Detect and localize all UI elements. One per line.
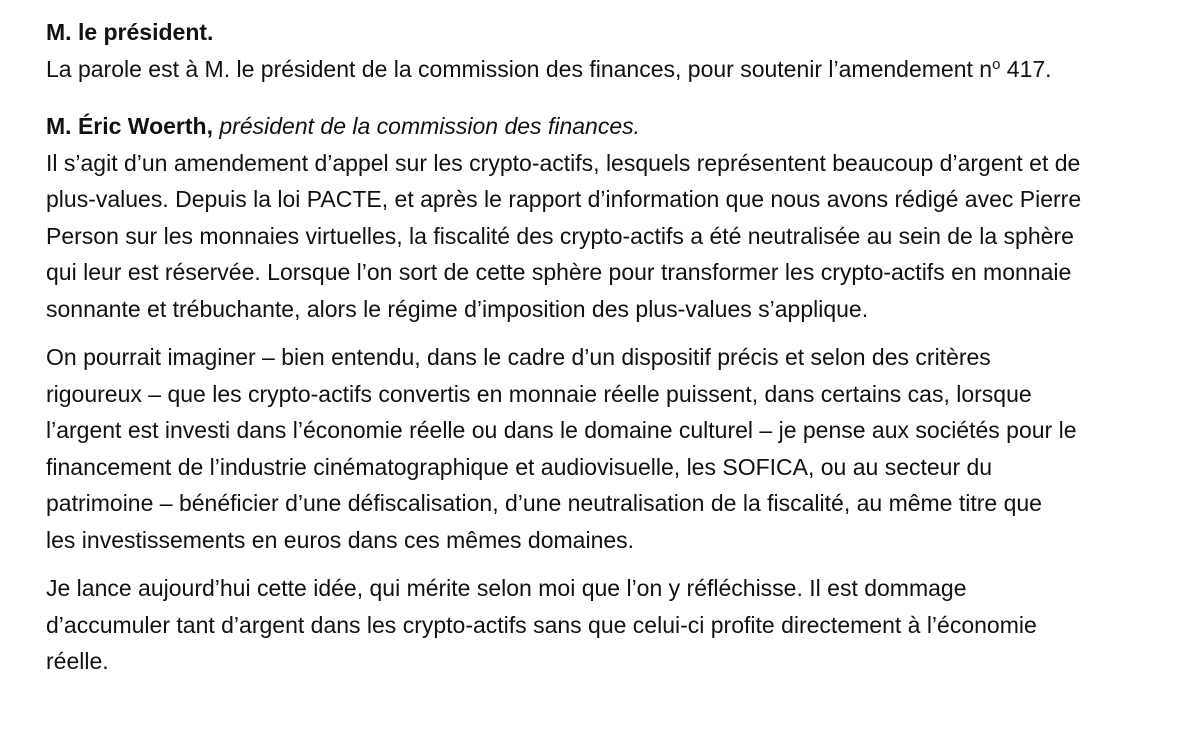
paragraph-1 [46, 145, 1161, 328]
intervention-eric-woerth [46, 108, 1200, 680]
paragraph-line: financement de l’industrie cinématographique et audiovisuelle, les SOFICA, ou au secteur du [46, 453, 993, 480]
paragraph-line: les investissements en euros dans ces mêmes domaines. [46, 526, 635, 553]
speaker-name: M. le président. [46, 19, 214, 45]
paragraph-3 [46, 570, 1161, 680]
speaker-heading [46, 14, 1200, 51]
text-before: La parole est à M. le président de la commission des finances, pour soutenir l’amendement n [46, 56, 993, 82]
paragraph-line: On pourrait imaginer – bien entendu, dans le cadre d’un dispositif précis et selon des critères [46, 344, 991, 370]
intervention-president [46, 14, 1200, 88]
speaker-heading [46, 108, 1200, 145]
paragraph-line: Il s’agit d’un amendement d’appel sur les crypto-actifs, lesquels représentent beaucoup d’argent et de [46, 149, 1081, 176]
paragraph-line [46, 51, 1161, 88]
speaker-name: M. Éric Woerth, [46, 112, 213, 139]
superscript-o: o [992, 56, 1001, 73]
paragraph-line: sonnante et trébuchante, alors le régime d’imposition des plus-values s’applique. [46, 295, 869, 322]
paragraph-2 [46, 339, 1161, 558]
paragraph-line: réelle. [46, 648, 109, 674]
paragraph-line: d’accumuler tant d’argent dans les crypto-actifs sans que celui-ci profite directement à l’économie [46, 611, 1037, 638]
paragraph [46, 51, 1161, 88]
paragraph-line: qui leur est réservée. Lorsque l’on sort de cette sphère pour transformer les crypto-actifs en monnaie [46, 259, 1072, 285]
paragraph-line: Je lance aujourd’hui cette idée, qui mérite selon moi que l’on y réfléchisse. Il est dommage [46, 575, 967, 601]
paragraph-line: Person sur les monnaies virtuelles, la fiscalité des crypto-actifs a été neutralisée au sein de la sphère [46, 222, 1074, 249]
paragraph-line: plus-values. Depuis la loi PACTE, et après le rapport d’information que nous avons rédigé avec Pierre [46, 186, 1082, 212]
paragraph-line: l’argent est investi dans l’économie réelle ou dans le domaine culturel – je pense aux sociétés pour le [46, 417, 1077, 443]
amendment-number: 417. [1000, 56, 1052, 82]
paragraph-line: rigoureux – que les crypto-actifs convertis en monnaie réelle puissent, dans certains cas, lorsque [46, 380, 1032, 407]
paragraph-line: patrimoine – bénéficier d’une défiscalisation, d’une neutralisation de la fiscalité, au même titre que [46, 490, 1042, 516]
speaker-role: président de la commission des finances. [219, 112, 640, 139]
